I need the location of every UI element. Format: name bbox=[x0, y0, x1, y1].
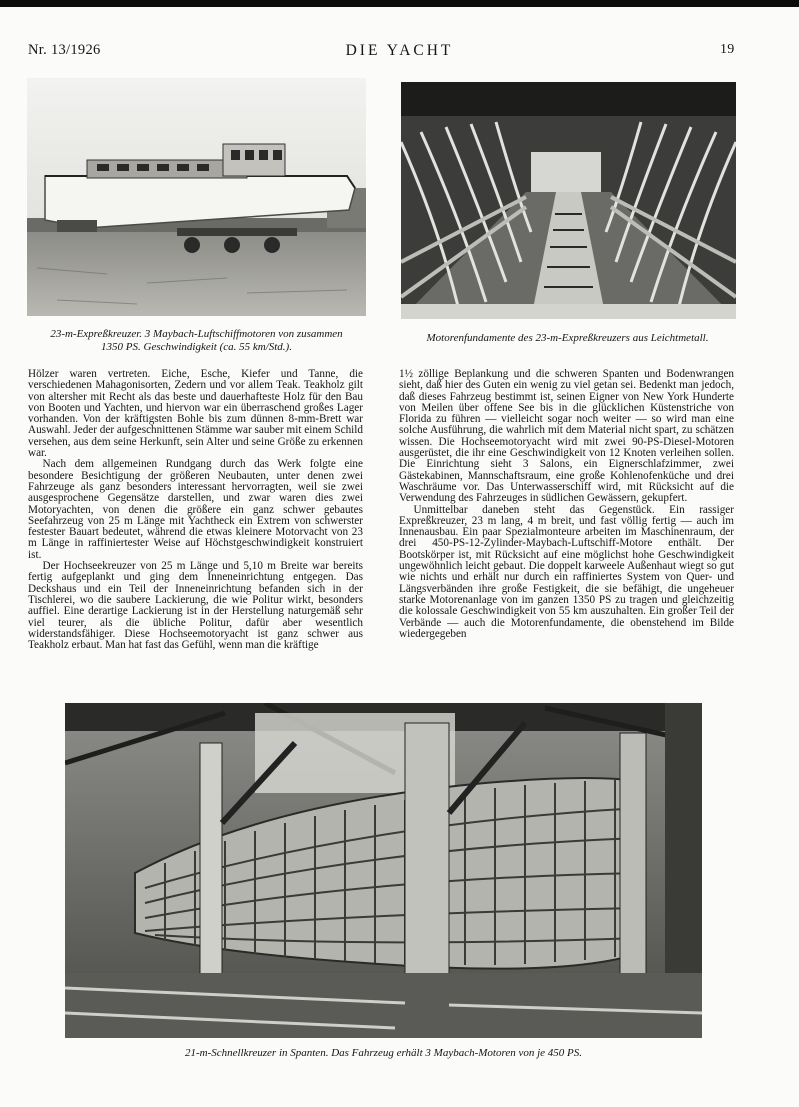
express-cruiser-caption bbox=[27, 328, 366, 354]
paragraph: Hölzer waren vertreten. Eiche, Esche, Kiefer und Tanne, die verschiedenen Mahagonisorten, Zedern und vor allem Teak. Teakholz gilt von altersher mit Recht als das beste und dauerhafteste Holz für den Bau von Booten und Yachten, und hiervon war ein überraschend großes Lager vorhanden. Von der kräftigsten Bohle bis zum dünnen 8-mm-Brett war Auswahl. Jeder der aufgeschnittenen Stämme war sauber mit einem Schild versehen, aus dem seine Herkunft, sein Alter und seine Größe zu erkennen war. bbox=[28, 368, 363, 460]
express-cruiser-photo bbox=[27, 78, 366, 316]
paragraph: Der Hochseekreuzer von 25 m Länge und 5,10 m Breite war bereits fertig aufgeplankt und ging dem Inneneinrichtung entgegen. Das Deckshaus und ein Teil der Inneneinrichtung befanden sich in der Tischlerei, wo die saubere Lackierung, die wie Politur wirkt, besonders auffiel. Eine derartige Lackierung ist in der Herstellung naturgemäß sehr viel teurer, als die übliche Politur, dafür aber wesentlich widerstandsfähiger. Diese Hochseemotoryacht ist ganz schwer aus Teakholz erbaut. Man hat fast das Gefühl, wenn man die kräftige bbox=[28, 560, 363, 652]
paragraph: Unmittelbar daneben steht das Gegenstück. Ein rassiger Expreßkreuzer, 23 m lang, 4 m breit, und fast völlig fertig — auch im Innenausbau. Ein paar Spezialmonteure arbeiten im Maschinenraum, der drei 450-PS-12-Zylinder-Maybach-Luftschiff-Motore enthält. Der Bootskörper ist, mit Rücksicht auf eine möglichst hohe Geschwindigkeit ungewöhnlich leicht gebaut. Die doppelt karweele Außenhaut wiegt so gut wie nichts und erhält nur durch ein raffiniertes System von Quer- und Längsverbänden ihre große Festigkeit, die sie befähigt, die ungeheuer starke Motorenanlage von im ganzen 1350 PS zu tragen und gleichzeitig die kolossale Geschwindigkeit von 55 km auszuhalten. Ein großer Teil der Verbände — auch die Motorenfundamente, die obenstehend im Bilde wiedergegeben bbox=[399, 503, 734, 640]
article-column-left bbox=[28, 369, 363, 651]
paragraph: Nach dem allgemeinen Rundgang durch das Werk folgte eine besondere Besichtigung der größeren Neubauten, unter denen zwei Fahrzeuge als ganz besonders interessant hervorragten, weil sie zwei ausgesprochene Gegensätze darstellen, und zwar waren dies zwei Motoryachten, von denen die größere ein ganz schwer gebautes Seefahrzeug von 25 m Länge mit Yachtheck ein Extrem von schwerster festester Bauart bedeutet, während die etwas kleinere Motorvacht von 23 m Länge in raffiniertester Weise auf Höchstgeschwindigkeit konstruiert ist. bbox=[28, 458, 363, 561]
engine-foundations-photo bbox=[401, 82, 736, 319]
caption-line: 21-m-Schnellkreuzer in Spanten. Das Fahrzeug erhält 3 Maybach-Motoren von je 450 PS. bbox=[184, 1047, 583, 1059]
engine-foundations-caption bbox=[395, 332, 740, 345]
fast-cruiser-caption bbox=[60, 1047, 707, 1060]
paragraph: 1½ zöllige Beplankung und die schweren Spanten und Bodenwrangen sieht, daß hier des Guten ein wenig zu viel getan sei. Bedenkt man jedoch, daß dieses Fahrzeug bestimmt ist, seinen Eigner von New York Hunderte von Meilen über offene See bis in die glücklichen Küstenstriche von Florida zu führen — vielleicht sogar noch weiter — so wird man eine solche Ausführung, die wahrlich mit dem Material nicht spart, zu schätzen wissen. Die Hochseemotoryacht wird mit zwei 90-PS-Diesel-Motoren ausgerüstet, die ihr eine Geschwindigkeit von 12 Knoten verleihen sollen. Die Einrichtung sieht 3 Salons, ein Eignerschlafzimmer, zwei Gästekabinen, Mannschaftsraum, eine große Kohlenofenküche und drei Waschräume vor. Das Unterwasserschiff wird, mit Rücksicht auf die Verwendung des Fahrzeuges in südlichen Gewässern, gekupfert. bbox=[399, 368, 734, 505]
issue-number: Nr. 13/1926 bbox=[28, 42, 101, 58]
caption-line-1: 23-m-Expreßkreuzer. 3 Maybach-Luftschiffmotoren von zusammen bbox=[50, 328, 343, 340]
article-column-right bbox=[399, 369, 734, 640]
caption-line: Motorenfundamente des 23-m-Expreßkreuzers aus Leichtmetall. bbox=[426, 332, 709, 344]
fast-cruiser-frames-photo bbox=[65, 703, 702, 1038]
page-top-border bbox=[0, 0, 799, 7]
caption-line-2: 1350 PS. Geschwindigkeit (ca. 55 km/Std.). bbox=[101, 341, 292, 353]
magazine-title: DIE YACHT bbox=[345, 42, 454, 59]
page-number: 19 bbox=[720, 42, 735, 57]
